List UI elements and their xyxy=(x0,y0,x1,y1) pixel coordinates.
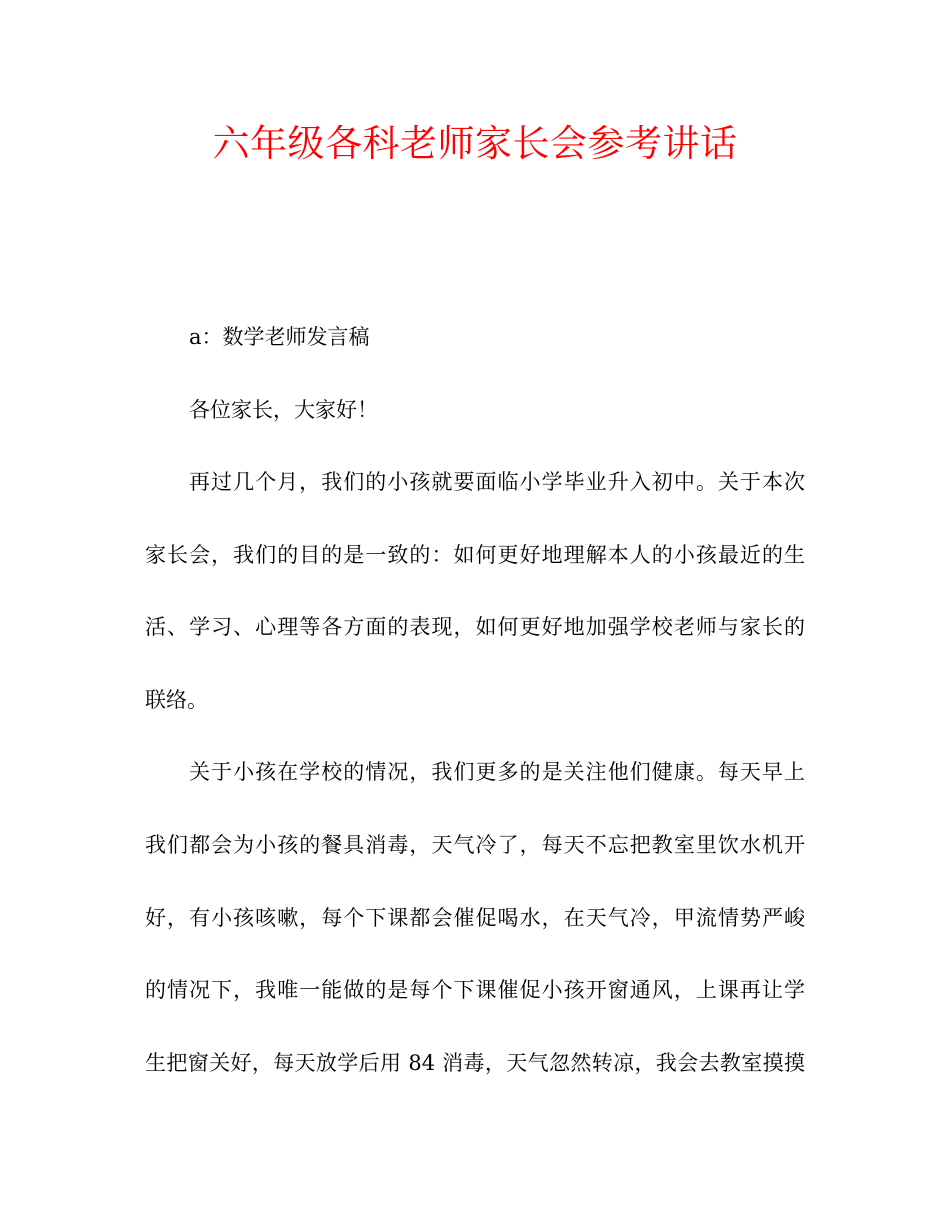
paragraph-line: 联络。 xyxy=(145,688,208,712)
paragraph-line: 生把窗关好，每天放学后用 84 消毒，天气忽然转凉，我会去教室摸摸 xyxy=(145,1051,805,1075)
document-title: 六年级各科老师家长会参考讲话 xyxy=(212,122,738,165)
paragraph-line: 关于小孩在学校的情况，我们更多的是关注他们健康。每天早上 xyxy=(189,760,805,784)
paragraph-line: 再过几个月，我们的小孩就要面临小学毕业升入初中。关于本次 xyxy=(189,470,805,494)
paragraph-line: 我们都会为小孩的餐具消毒，天气冷了，每天不忘把教室里饮水机开 xyxy=(145,833,805,857)
greeting-line: 各位家长，大家好！ xyxy=(189,398,378,422)
section-heading: a：数学老师发言稿 xyxy=(189,325,370,349)
paragraph-line: 活、学习、心理等各方面的表现，如何更好地加强学校老师与家长的 xyxy=(145,615,805,639)
paragraph-line: 的情况下，我唯一能做的是每个下课催促小孩开窗通风，上课再让学 xyxy=(145,978,805,1002)
paragraph-line: 好，有小孩咳嗽，每个下课都会催促喝水，在天气冷，甲流情势严峻 xyxy=(145,906,805,930)
paragraph-line: 家长会，我们的目的是一致的：如何更好地理解本人的小孩最近的生 xyxy=(145,543,805,567)
